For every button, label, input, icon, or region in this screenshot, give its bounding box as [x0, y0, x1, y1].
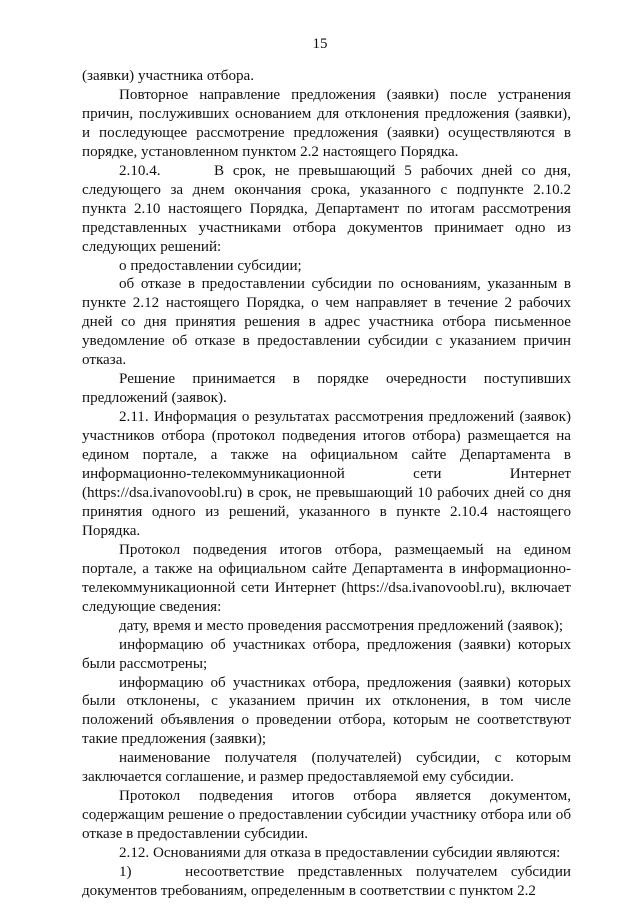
paragraph-11: информацию об участниках отбора, предложения (заявки) которых были отклонены, с указанием причин их отклонения, в том числе положений объявления о проведении отбора, которым не соответствуют такие предложения (заявки); [82, 674, 571, 748]
document-body [82, 67, 571, 901]
paragraph-8: Протокол подведения итогов отбора, размещаемый на едином портале, а также на официальном сайте Департамента в информационно-телекоммуникационной сети Интернет (https://dsa.ivanovoobl.ru), включает следующие сведения: [82, 541, 571, 615]
paragraph-14: 2.12. Основаниями для отказа в предоставлении субсидии являются: [119, 845, 561, 862]
paragraph-1: (заявки) участника отбора. [82, 68, 255, 84]
paragraph-15: 1) несоответствие представленных получателем субсидии документов требованиям, определенным в соответствии с пунктом 2.2 [82, 864, 571, 899]
paragraph-12: наименование получателя (получателей) субсидии, с которым заключается соглашение, и размер предоставляемой ему субсидии. [82, 750, 571, 786]
paragraph-2: Повторное направление предложения (заявки) после устранения причин, послуживших основанием для отклонения предложения (заявки), и последующее рассмотрение предложения (заявки) осуществляются в порядке, установленном пунктом 2.2 настоящего Порядка. [82, 86, 571, 160]
paragraph-13: Протокол подведения итогов отбора является документом, содержащим решение о предоставлении субсидии участнику отбора или об отказе в предоставлении субсидии. [82, 788, 571, 843]
paragraph-6: Решение принимается в порядке очередности поступивших предложений (заявок). [82, 371, 571, 407]
paragraph-3: 2.10.4. В срок, не превышающий 5 рабочих дней со дня, следующего за днем окончания срока, указанного с подпункте 2.10.2 пункта 2.10 настоящего Порядка, Департамент по итогам рассмотрения представленных участниками отбора документов принимает одно из следующих решений: [82, 162, 571, 255]
page-number: 15 [312, 36, 328, 52]
paragraph-4: о предоставлении субсидии; [119, 257, 302, 274]
paragraph-5: об отказе в предоставлении субсидии по основаниям, указанным в пункте 2.12 настоящего Порядка, о чем направляет в течение 2 рабочих дней со дня принятия решения в адрес участника отбора письменное уведомление об отказе в предоставлении субсидии с указанием причин отказа. [82, 276, 571, 369]
paragraph-9: дату, время и место проведения рассмотрения предложений (заявок); [119, 617, 564, 634]
paragraph-7: 2.11. Информация о результатах рассмотрения предложений (заявок) участников отбора (протокол подведения итогов отбора) размещается на едином портале, а также на официальном сайте Департамента в информационно-телекоммуникационной сети Интернет (https://dsa.ivanovoobl.ru) в срок, не превышающий 10 рабочих дней со дня принятия одного из решений, указанного в пункте 2.10.4 настоящего Порядка. [82, 409, 571, 539]
paragraph-10: информацию об участниках отбора, предложения (заявки) которых были рассмотрены; [82, 636, 571, 672]
